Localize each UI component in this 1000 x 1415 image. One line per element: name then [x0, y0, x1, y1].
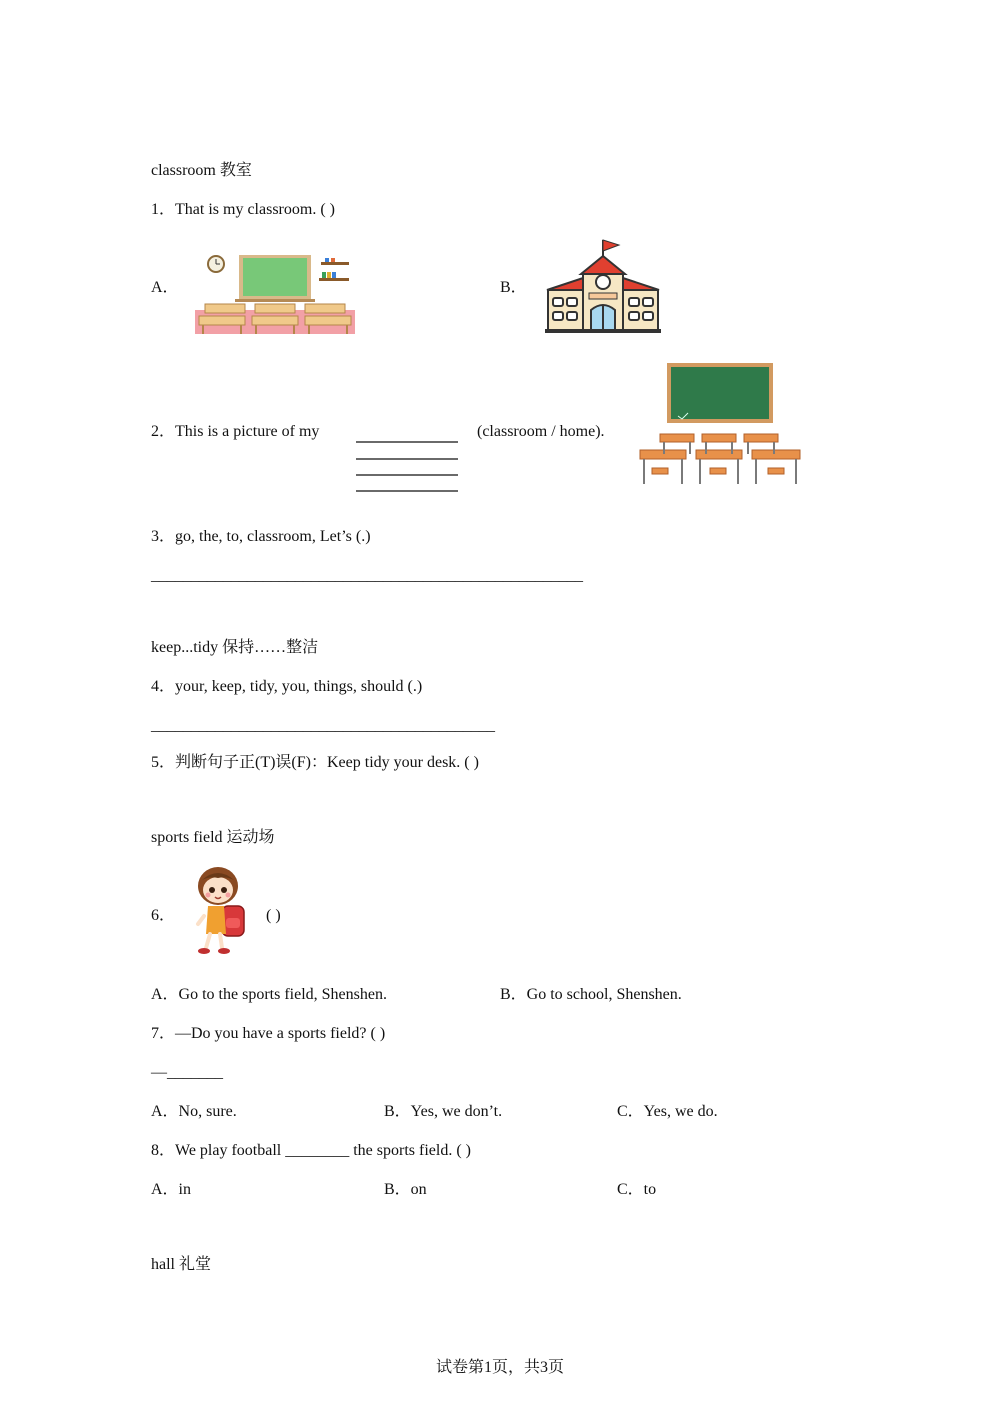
section-heading-sports-field: sports field 运动场	[151, 829, 275, 846]
school-building-image	[545, 238, 661, 334]
section-heading-classroom: classroom 教室	[151, 162, 252, 179]
question-6-answer-paren[interactable]: ( )	[266, 907, 281, 924]
question-7-option-c[interactable]: C．Yes, we do.	[617, 1103, 718, 1120]
page-footer: 试卷第1页，共3页	[435, 1359, 564, 1376]
question-6-number: 6．	[151, 907, 176, 924]
question-4-stem: 4．your, keep, tidy, you, things, should (.)	[151, 678, 423, 695]
girl-with-backpack-image	[190, 864, 250, 956]
question-7-reply-blank[interactable]: —_______	[151, 1064, 223, 1081]
question-7-option-b[interactable]: B．Yes, we don’t.	[384, 1103, 503, 1120]
question-6-option-a[interactable]: A．Go to the sports field, Shenshen.	[151, 986, 387, 1003]
question-3-stem: 3．go, the, to, classroom, Let’s (.)	[151, 528, 371, 545]
question-7-stem: 7．—Do you have a sports field? ( )	[151, 1025, 386, 1042]
question-7-option-a[interactable]: A．No, sure.	[151, 1103, 237, 1120]
question-2-answer-blank[interactable]	[356, 440, 458, 494]
question-1-option-a-label[interactable]: A．	[151, 279, 179, 296]
question-8-stem: 8．We play football ________ the sports field. ( )	[151, 1142, 471, 1159]
question-4-answer-line[interactable]: ___________________________________________	[151, 717, 495, 734]
question-3-answer-line[interactable]: ______________________________________________________	[151, 567, 583, 584]
section-heading-hall: hall 礼堂	[151, 1256, 211, 1273]
classroom-blackboard-image	[638, 362, 804, 488]
question-6-option-b[interactable]: B．Go to school, Shenshen.	[500, 986, 682, 1003]
question-1-option-b-label[interactable]: B．	[500, 279, 527, 296]
question-2-prefix: 2．This is a picture of my	[151, 423, 320, 440]
question-8-option-a[interactable]: A．in	[151, 1181, 192, 1198]
question-5-stem: 5．判断句子正(T)误(F)：Keep tidy your desk. ( )	[151, 754, 479, 771]
question-8-option-c[interactable]: C．to	[617, 1181, 657, 1198]
question-2-suffix: (classroom / home).	[477, 423, 605, 440]
question-1-stem: 1．That is my classroom. ( )	[151, 201, 335, 218]
question-8-option-b[interactable]: B．on	[384, 1181, 427, 1198]
classroom-color-image	[195, 254, 355, 334]
section-heading-keep-tidy: keep...tidy 保持……整洁	[151, 639, 319, 656]
